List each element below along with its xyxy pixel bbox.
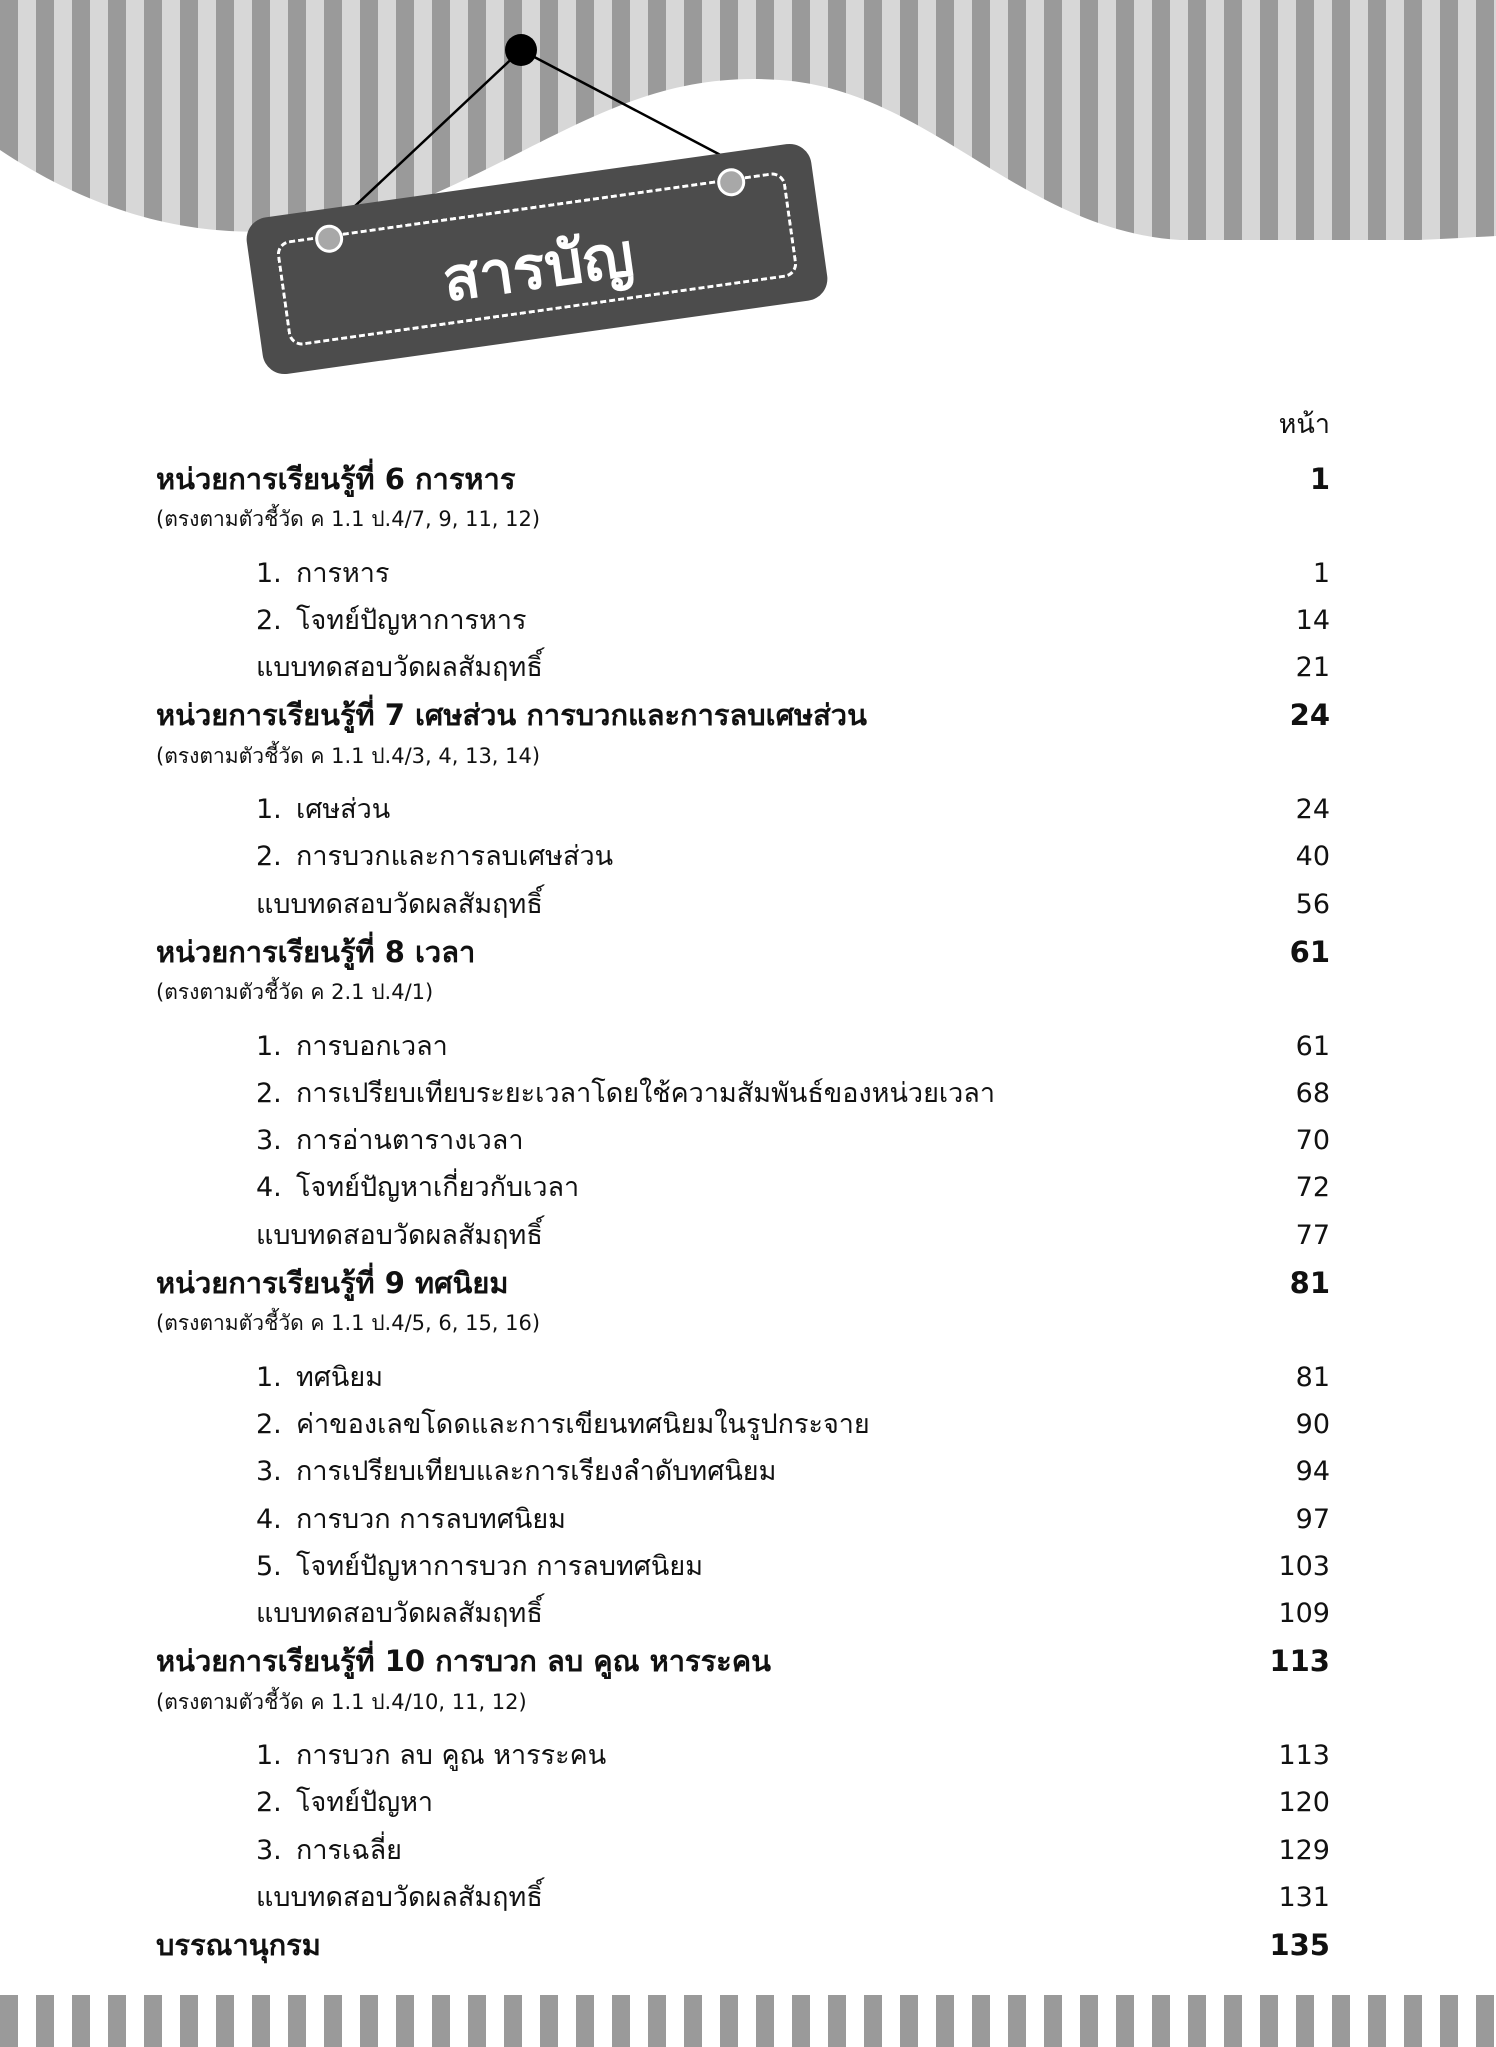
toc-page-number: 21 (1295, 652, 1330, 684)
toc-std-row (156, 1307, 1330, 1354)
toc-item-row[interactable] (156, 1402, 1330, 1449)
toc-entry-text (256, 787, 390, 830)
toc-entry-label: เศษส่วน (296, 794, 391, 826)
toc-entry-label: โจทย์ปัญหาเกี่ยวกับเวลา (296, 1172, 580, 1204)
toc-entry-label: โจทย์ปัญหาการหาร (296, 604, 527, 636)
toc-item-row[interactable] (156, 1544, 1330, 1591)
toc-item-row[interactable] (156, 1780, 1330, 1827)
toc-entry-label: (ตรงตามตัวชี้วัด ค 1.1 ป.4/5, 6, 15, 16) (156, 1311, 541, 1336)
toc-std-row (156, 740, 1330, 787)
toc-item-row[interactable] (156, 1449, 1330, 1496)
toc-item-number: 1. (256, 1740, 282, 1772)
toc-entry-text (256, 1591, 543, 1634)
toc-entry-text (156, 740, 540, 773)
toc-entry-text (156, 1638, 771, 1684)
toc-page-number: 113 (1269, 1644, 1330, 1679)
toc-entry-label: การบอกเวลา (296, 1030, 448, 1062)
toc-entry-text (256, 1497, 566, 1540)
toc-entry-text (256, 1733, 606, 1776)
toc-entry-label: การเฉลี่ย (296, 1834, 402, 1866)
toc-item-number: 1. (256, 1361, 282, 1393)
toc-item-row[interactable] (156, 787, 1330, 834)
toc-entry-text (256, 1875, 543, 1918)
toc-page-number: 14 (1295, 604, 1330, 636)
toc-item-number: 1. (256, 1030, 282, 1062)
toc-page-number: 40 (1295, 841, 1330, 873)
toc-test-row[interactable] (156, 882, 1330, 929)
toc-test-row[interactable] (156, 1591, 1330, 1638)
toc-entry-label: โจทย์ปัญหา (296, 1787, 434, 1819)
toc-item-number: 5. (256, 1550, 282, 1582)
table-of-contents (156, 456, 1330, 1970)
toc-page-number: 77 (1295, 1219, 1330, 1251)
toc-item-row[interactable] (156, 598, 1330, 645)
toc-entry-text (156, 1260, 508, 1306)
toc-item-row[interactable] (156, 551, 1330, 598)
toc-entry-text (256, 1828, 402, 1871)
striped-footer-band (0, 1995, 1496, 2047)
toc-item-number: 3. (256, 1834, 282, 1866)
toc-page-number: 70 (1295, 1125, 1330, 1157)
toc-test-row[interactable] (156, 1213, 1330, 1260)
toc-item-number: 4. (256, 1172, 282, 1204)
toc-item-number: 2. (256, 604, 282, 636)
toc-entry-text (256, 1071, 995, 1114)
toc-entry-label: หน่วยการเรียนรู้ที่ 7 เศษส่วน การบวกและการลบเศษส่วน (156, 698, 867, 733)
toc-entry-text (156, 456, 515, 502)
toc-entry-label: (ตรงตามตัวชี้วัด ค 2.1 ป.4/1) (156, 980, 434, 1005)
toc-entry-label: การหาร (296, 557, 390, 589)
toc-entry-label: (ตรงตามตัวชี้วัด ค 1.1 ป.4/7, 9, 11, 12) (156, 507, 541, 532)
toc-item-row[interactable] (156, 1733, 1330, 1780)
toc-entry-label: แบบทดสอบวัดผลสัมฤทธิ์ (256, 652, 543, 684)
toc-page-number: 135 (1269, 1928, 1330, 1963)
toc-entry-label: การเปรียบเทียบระยะเวลาโดยใช้ความสัมพันธ์ของหน่วยเวลา (296, 1077, 995, 1109)
toc-entry-text (256, 598, 527, 641)
toc-entry-label: ค่าของเลขโดดและการเขียนทศนิยมในรูปกระจาย (296, 1408, 870, 1440)
toc-entry-text (156, 976, 433, 1009)
toc-entry-text (256, 1544, 703, 1587)
toc-entry-label: แบบทดสอบวัดผลสัมฤทธิ์ (256, 888, 543, 920)
toc-entry-label: การอ่านตารางเวลา (296, 1125, 524, 1157)
toc-page-number: 131 (1278, 1881, 1330, 1913)
toc-std-row (156, 1686, 1330, 1733)
toc-entry-label: (ตรงตามตัวชี้วัด ค 1.1 ป.4/10, 11, 12) (156, 1689, 527, 1714)
toc-entry-label: ทศนิยม (296, 1361, 384, 1393)
toc-test-row[interactable] (156, 1875, 1330, 1922)
toc-entry-text (156, 929, 475, 975)
toc-item-number: 2. (256, 1408, 282, 1440)
toc-entry-label: โจทย์ปัญหาการบวก การลบทศนิยม (296, 1550, 703, 1582)
toc-page-number: 1 (1312, 557, 1330, 589)
toc-entry-text (156, 503, 540, 536)
toc-entry-label: แบบทดสอบวัดผลสัมฤทธิ์ (256, 1598, 543, 1630)
toc-item-row[interactable] (156, 1024, 1330, 1071)
toc-item-number: 3. (256, 1125, 282, 1157)
toc-entry-text (256, 645, 543, 688)
toc-item-row[interactable] (156, 1828, 1330, 1875)
toc-entry-label: บรรณานุกรม (156, 1928, 321, 1963)
toc-entry-text (156, 692, 867, 738)
toc-item-row[interactable] (156, 834, 1330, 881)
toc-entry-text (156, 1686, 527, 1719)
toc-entry-text (256, 1118, 523, 1161)
toc-entry-text (256, 882, 543, 925)
toc-unit-row[interactable] (156, 692, 1330, 739)
toc-item-number: 2. (256, 1787, 282, 1819)
toc-page-number: 56 (1295, 888, 1330, 920)
toc-entry-text (256, 834, 613, 877)
toc-item-row[interactable] (156, 1165, 1330, 1212)
toc-page-number: 68 (1295, 1077, 1330, 1109)
toc-unit-row[interactable] (156, 1638, 1330, 1685)
toc-page-number: 72 (1295, 1172, 1330, 1204)
toc-item-number: 1. (256, 557, 282, 589)
toc-entry-label: แบบทดสอบวัดผลสัมฤทธิ์ (256, 1219, 543, 1251)
toc-item-number: 2. (256, 1077, 282, 1109)
toc-entry-label: การบวก การลบทศนิยม (296, 1503, 566, 1535)
toc-entry-text (156, 1922, 321, 1968)
toc-page-number: 81 (1295, 1361, 1330, 1393)
toc-entry-label: หน่วยการเรียนรู้ที่ 9 ทศนิยม (156, 1266, 509, 1301)
toc-page-number: 120 (1278, 1787, 1330, 1819)
toc-std-row (156, 503, 1330, 550)
toc-entry-label: การบวก ลบ คูณ หารระคน (296, 1740, 607, 1772)
toc-entry-label: หน่วยการเรียนรู้ที่ 10 การบวก ลบ คูณ หารระคน (156, 1644, 771, 1679)
toc-entry-label: (ตรงตามตัวชี้วัด ค 1.1 ป.4/3, 4, 13, 14) (156, 743, 541, 768)
toc-page-number: 94 (1295, 1456, 1330, 1488)
toc-item-row[interactable] (156, 1497, 1330, 1544)
toc-entry-label: หน่วยการเรียนรู้ที่ 6 การหาร (156, 462, 516, 496)
page-title: สารบัญ (438, 219, 639, 316)
toc-index-row[interactable] (156, 1922, 1330, 1969)
page-column-label: หน้า (1278, 409, 1330, 440)
toc-item-number: 3. (256, 1456, 282, 1488)
toc-entry-text (256, 1355, 383, 1398)
toc-page-number: 97 (1295, 1503, 1330, 1535)
toc-entry-text (256, 1402, 870, 1445)
toc-page-number: 103 (1278, 1550, 1330, 1582)
toc-page-number: 1 (1309, 462, 1330, 496)
toc-item-number: 1. (256, 794, 282, 826)
toc-entry-label: การบวกและการลบเศษส่วน (296, 841, 614, 873)
toc-item-row[interactable] (156, 1071, 1330, 1118)
toc-page-number: 90 (1295, 1408, 1330, 1440)
toc-entry-text (256, 1213, 543, 1256)
toc-std-row (156, 976, 1330, 1023)
toc-page-number: 24 (1289, 698, 1330, 733)
toc-page-number: 129 (1278, 1834, 1330, 1866)
toc-unit-row[interactable] (156, 456, 1330, 503)
toc-unit-row[interactable] (156, 929, 1330, 976)
toc-item-row[interactable] (156, 1355, 1330, 1402)
toc-entry-text (256, 1165, 579, 1208)
toc-entry-text (256, 551, 389, 594)
toc-page-number: 61 (1289, 934, 1330, 969)
toc-entry-text (256, 1024, 448, 1067)
toc-item-number: 2. (256, 841, 282, 873)
toc-page-number: 61 (1295, 1030, 1330, 1062)
toc-entry-text (156, 1307, 540, 1340)
toc-page-number: 109 (1278, 1598, 1330, 1630)
toc-item-number: 4. (256, 1503, 282, 1535)
toc-page-number: 81 (1289, 1266, 1330, 1301)
toc-item-row[interactable] (156, 1118, 1330, 1165)
toc-entry-label: การเปรียบเทียบและการเรียงลำดับทศนิยม (296, 1456, 777, 1488)
pin-icon (505, 34, 537, 66)
toc-test-row[interactable] (156, 645, 1330, 692)
toc-entry-text (256, 1449, 776, 1492)
toc-unit-row[interactable] (156, 1260, 1330, 1307)
toc-entry-label: แบบทดสอบวัดผลสัมฤทธิ์ (256, 1881, 543, 1913)
toc-entry-text (256, 1780, 433, 1823)
toc-page-number: 24 (1295, 794, 1330, 826)
toc-entry-label: หน่วยการเรียนรู้ที่ 8 เวลา (156, 934, 476, 969)
toc-page-number: 113 (1278, 1740, 1330, 1772)
